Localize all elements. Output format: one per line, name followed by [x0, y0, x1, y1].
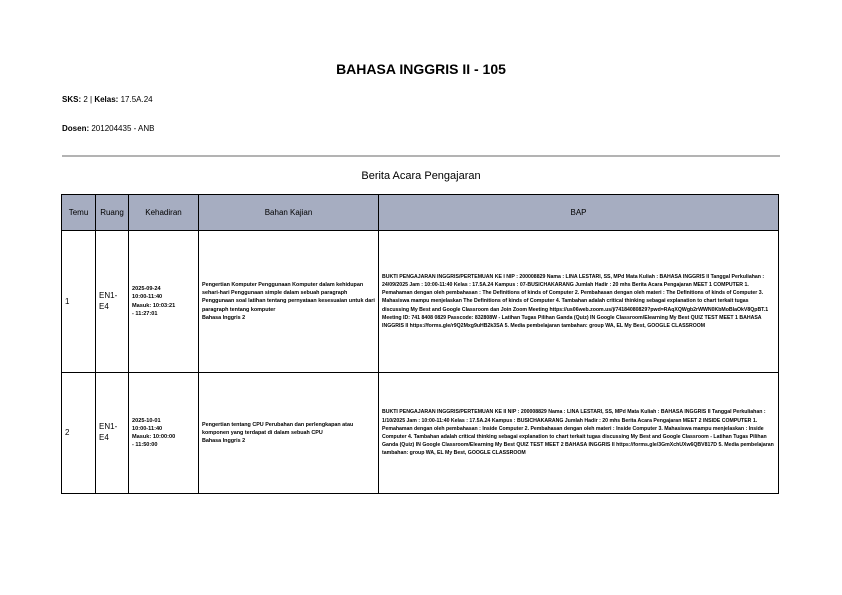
lecturer-info: [62, 124, 155, 133]
dosen-label: Dosen:: [62, 124, 90, 133]
header-bahan-kajian: Bahan Kajian: [199, 195, 379, 231]
section-divider: [62, 155, 780, 157]
header-bap: BAP: [379, 195, 779, 231]
ruang-cell: EN1- E4: [96, 231, 129, 373]
bahan-kajian-cell: Pengertian tentang CPU Perubahan dan perlengkapan atau komponen yang terdapat di dalam sebuah CPU Bahasa Inggris 2: [199, 373, 379, 494]
kehadiran-cell: 2025-09-24 10:00-11:40 Masuk: 10:03:21 - 11:27:01: [129, 231, 199, 373]
bap-cell: BUKTI PENGAJARAN INGGRIS/PERTEMUAN KE II NIP : 200008829 Nama : LINA LESTARI, SS, MPd Mata Kuliah : BAHASA INGGRIS II Tanggal Perkuliahan : 1/10/2025 Jam : 10:00-11:40 Kelas : 17.5A.24 Kampus : BUSICHAKARANG Jumlah Hadir : 20 mhs Berita Acara Pengajaran MEET 2 INSIDE COMPUTER 1. Pemahaman dengan oleh pembahasan : Inside Computer 2. Pembahasan dengan oleh materi : Inside Computer 3. Mahasiswa mampu menjelaskan : Inside Computer 4. Tambahan adalah critical thinking sebagai explanation to chart terkait tugas discussing My Best and Google Classroom - Latihan Tugas Pilihan Ganda (Quiz) IN Google Classroom/Elearning My Best QUIZ TEST MEET 2 BAHASA INGGRIS II https://forms.gle/3GmXchUXw6QBV817D 5. Media pembelajaran tambahan: group WA, EL My Best, GOOGLE CLASSROOM: [379, 373, 779, 494]
header-kehadiran: Kehadiran: [129, 195, 199, 231]
table-header-row: [62, 195, 779, 231]
kehadiran-cell: 2025-10-01 10:00-11:40 Masuk: 10:00:00 - 11:50:00: [129, 373, 199, 494]
table-row: [62, 231, 779, 373]
page-title: BAHASA INGGRIS II - 105: [336, 61, 506, 77]
ruang-cell: EN1- E4: [96, 373, 129, 494]
temu-cell: 2: [62, 373, 96, 494]
dosen-value: 201204435 - ANB: [89, 124, 155, 133]
bap-cell: BUKTI PENGAJARAN INGGRIS/PERTEMUAN KE I NIP : 200008829 Nama : LINA LESTARI, SS, MPd Mata Kuliah : BAHASA INGGRIS II Tanggal Perkuliahan : 24/09/2025 Jam : 10:00-11:40 Kelas : 17.5A.24 Kampus : 07-BUSICHAKARANG Jumlah Hadir : 20 mhs Berita Acara Pengajaran MEET 1 COMPUTER 1. Pemahaman dengan oleh pembahasan : The Definitions of kinds of Computer 2. Pembahasan dengan oleh materi : The Definitions of kinds of Computer 3. Mahasiswa mampu menjelaskan The Definitions of kinds of Computer 4. Tambahan adalah critical thinking sebagai explanation to chart terkait tugas discussing My Best and Google Classroom dan Join Zoom Meeting https://us06web.zoom.us/j/74184080829?pwd=RAqXQWgb2rWWN0KbMoBIaOkV8QpBT.1 Meeting ID: 741 8408 0829 Passcode: 832808W - Latihan Tugas Pilihan Ganda (Quiz) IN Google Classroom/Elearning My Best QUIZ TEST MEET 1 BAHASA INGGRIS II https://forms.gle/r9Q2Mxg9uHB2k3SA 5. Media pembelajaran tambahan: group WA, EL My Best, GOOGLE CLASSROOM: [379, 231, 779, 373]
sks-label: SKS:: [62, 95, 82, 104]
kelas-value: 17.5A.24: [118, 95, 153, 104]
bahan-kajian-cell: Pengertian Komputer Penggunaan Komputer dalam kehidupan sehari-hari Penggunaan simple dalam sebuah paragraph Penggunaan soal latihan tentang pernyataan kesesuaian untuk dari paragraph tentang komputer Bahasa Inggris 2: [199, 231, 379, 373]
header-ruang: Ruang: [96, 195, 129, 231]
kelas-label: Kelas:: [94, 95, 119, 104]
section-title: Berita Acara Pengajaran: [361, 170, 481, 182]
course-info: [62, 95, 153, 104]
sks-value: 2 |: [81, 95, 95, 104]
table-row: [62, 373, 779, 494]
header-temu: Temu: [62, 195, 96, 231]
bap-table: [61, 194, 779, 494]
temu-cell: 1: [62, 231, 96, 373]
